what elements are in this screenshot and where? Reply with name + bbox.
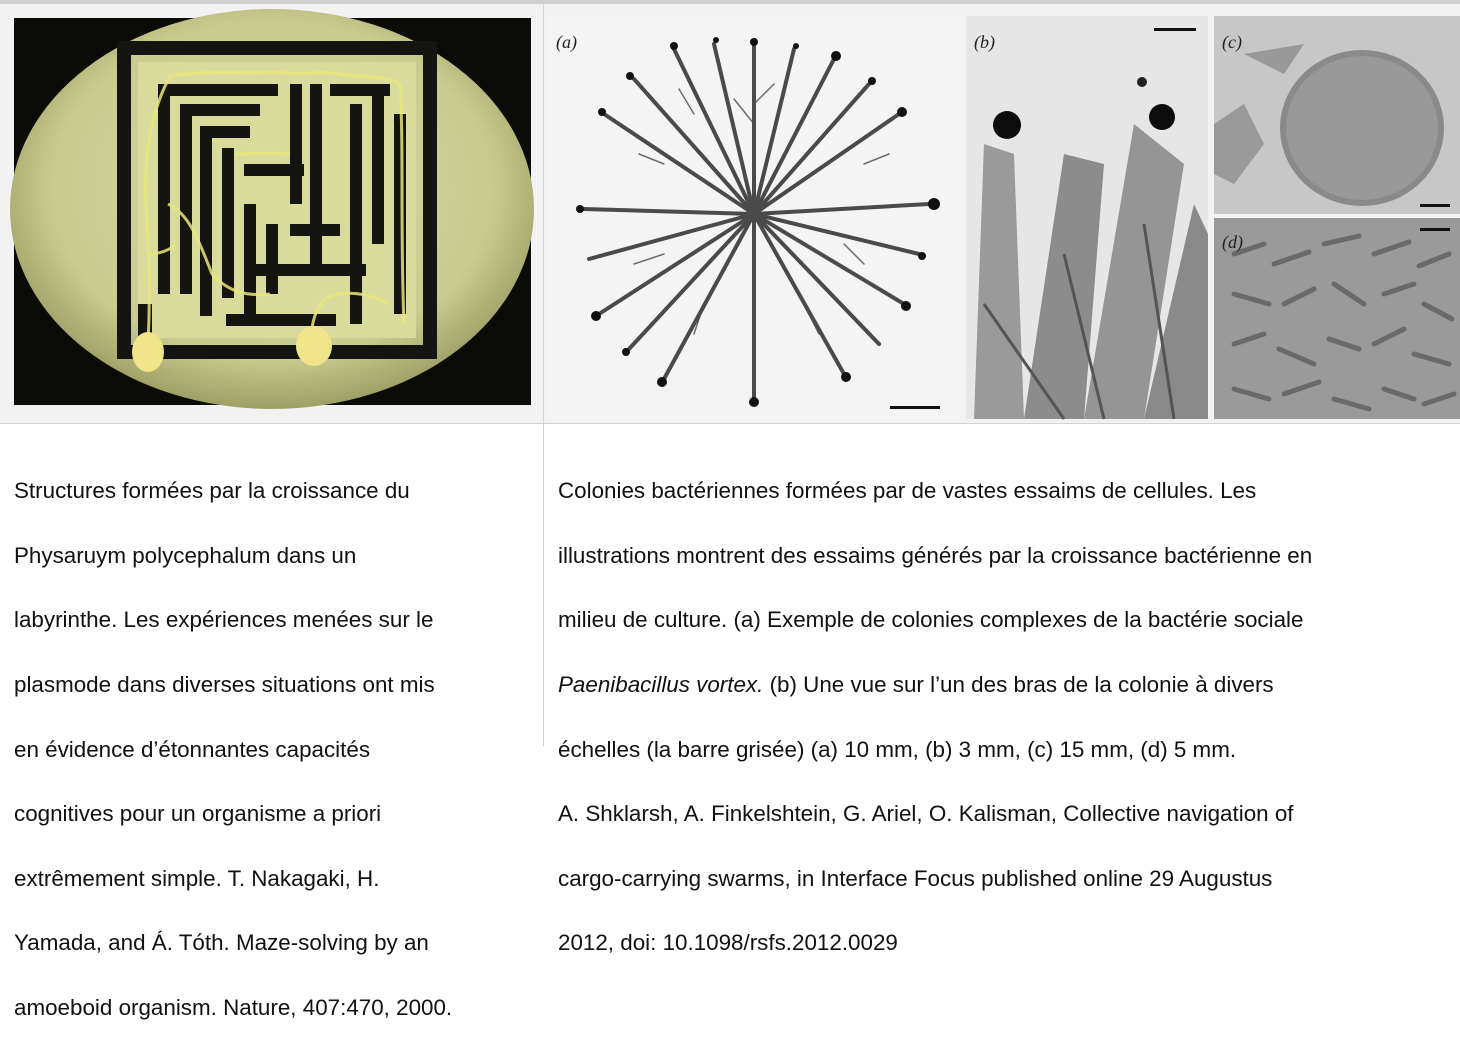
colony-caption xyxy=(544,424,1460,992)
caption-line: cognitives pour un organisme a priori xyxy=(14,801,382,827)
caption-line: extrêmement simple. T. Nakagaki, H. xyxy=(14,865,380,891)
scale-bar xyxy=(1154,28,1196,31)
panel-b xyxy=(966,16,1208,419)
caption-line: Colonies bactériennes formées par de vastes essaims de cellules. Les xyxy=(558,478,1257,504)
maze-figure-cell xyxy=(0,4,544,424)
caption-line: labyrinthe. Les expériences menées sur le xyxy=(14,607,434,633)
caption-line: 2012, doi: 10.1098/rsfs.2012.0029 xyxy=(558,930,898,956)
caption-line: amoeboid organism. Nature, 407:470, 2000. xyxy=(14,995,453,1021)
caption-line: milieu de culture. (a) Exemple de colonies complexes de la bactérie sociale xyxy=(558,607,1304,633)
panel-c-label: (c) xyxy=(1222,32,1242,52)
panel-d xyxy=(1214,218,1460,419)
caption-line: illustrations montrent des essaims générés par la croissance bactérienne en xyxy=(558,542,1313,568)
colony-figure-cell xyxy=(544,4,1460,424)
scale-bar xyxy=(1420,228,1450,231)
caption-line: Yamada, and Á. Tóth. Maze-solving by an xyxy=(14,930,429,956)
maze-caption-cell xyxy=(0,424,544,1021)
caption-line: en évidence d’étonnantes capacités xyxy=(14,736,371,762)
caption-line: A. Shklarsh, A. Finkelshtein, G. Ariel, O. Kalisman, Collective navigation of xyxy=(558,801,1294,827)
panel-c xyxy=(1214,16,1460,214)
scale-bar xyxy=(1420,204,1450,207)
colony-figure-composite xyxy=(544,4,1460,424)
panel-a xyxy=(546,16,960,419)
caption-line-rest: (b) Une vue sur l’un des bras de la colonie à divers xyxy=(763,672,1274,698)
panel-b-label: (b) xyxy=(974,32,995,52)
scale-bar xyxy=(890,406,940,409)
maze-caption xyxy=(0,424,543,1057)
panel-a-label: (a) xyxy=(556,32,577,52)
caption-line: Structures formées par la croissance du xyxy=(14,478,410,504)
caption-line: échelles (la barre grisée) (a) 10 mm, (b) 3 mm, (c) 15 mm, (d) 5 mm. xyxy=(558,736,1237,762)
physarum-maze-photo xyxy=(0,4,543,424)
caption-line: plasmode dans diverses situations ont mis xyxy=(14,672,435,698)
caption-line xyxy=(558,669,1446,701)
species-name: Paenibacillus vortex. xyxy=(558,672,764,698)
colony-caption-cell xyxy=(544,424,1460,956)
panel-d-label: (d) xyxy=(1222,232,1243,252)
caption-line: Physaruym polycephalum dans un xyxy=(14,542,357,568)
caption-line: cargo-carrying swarms, in Interface Focus published online 29 Augustus xyxy=(558,865,1273,891)
